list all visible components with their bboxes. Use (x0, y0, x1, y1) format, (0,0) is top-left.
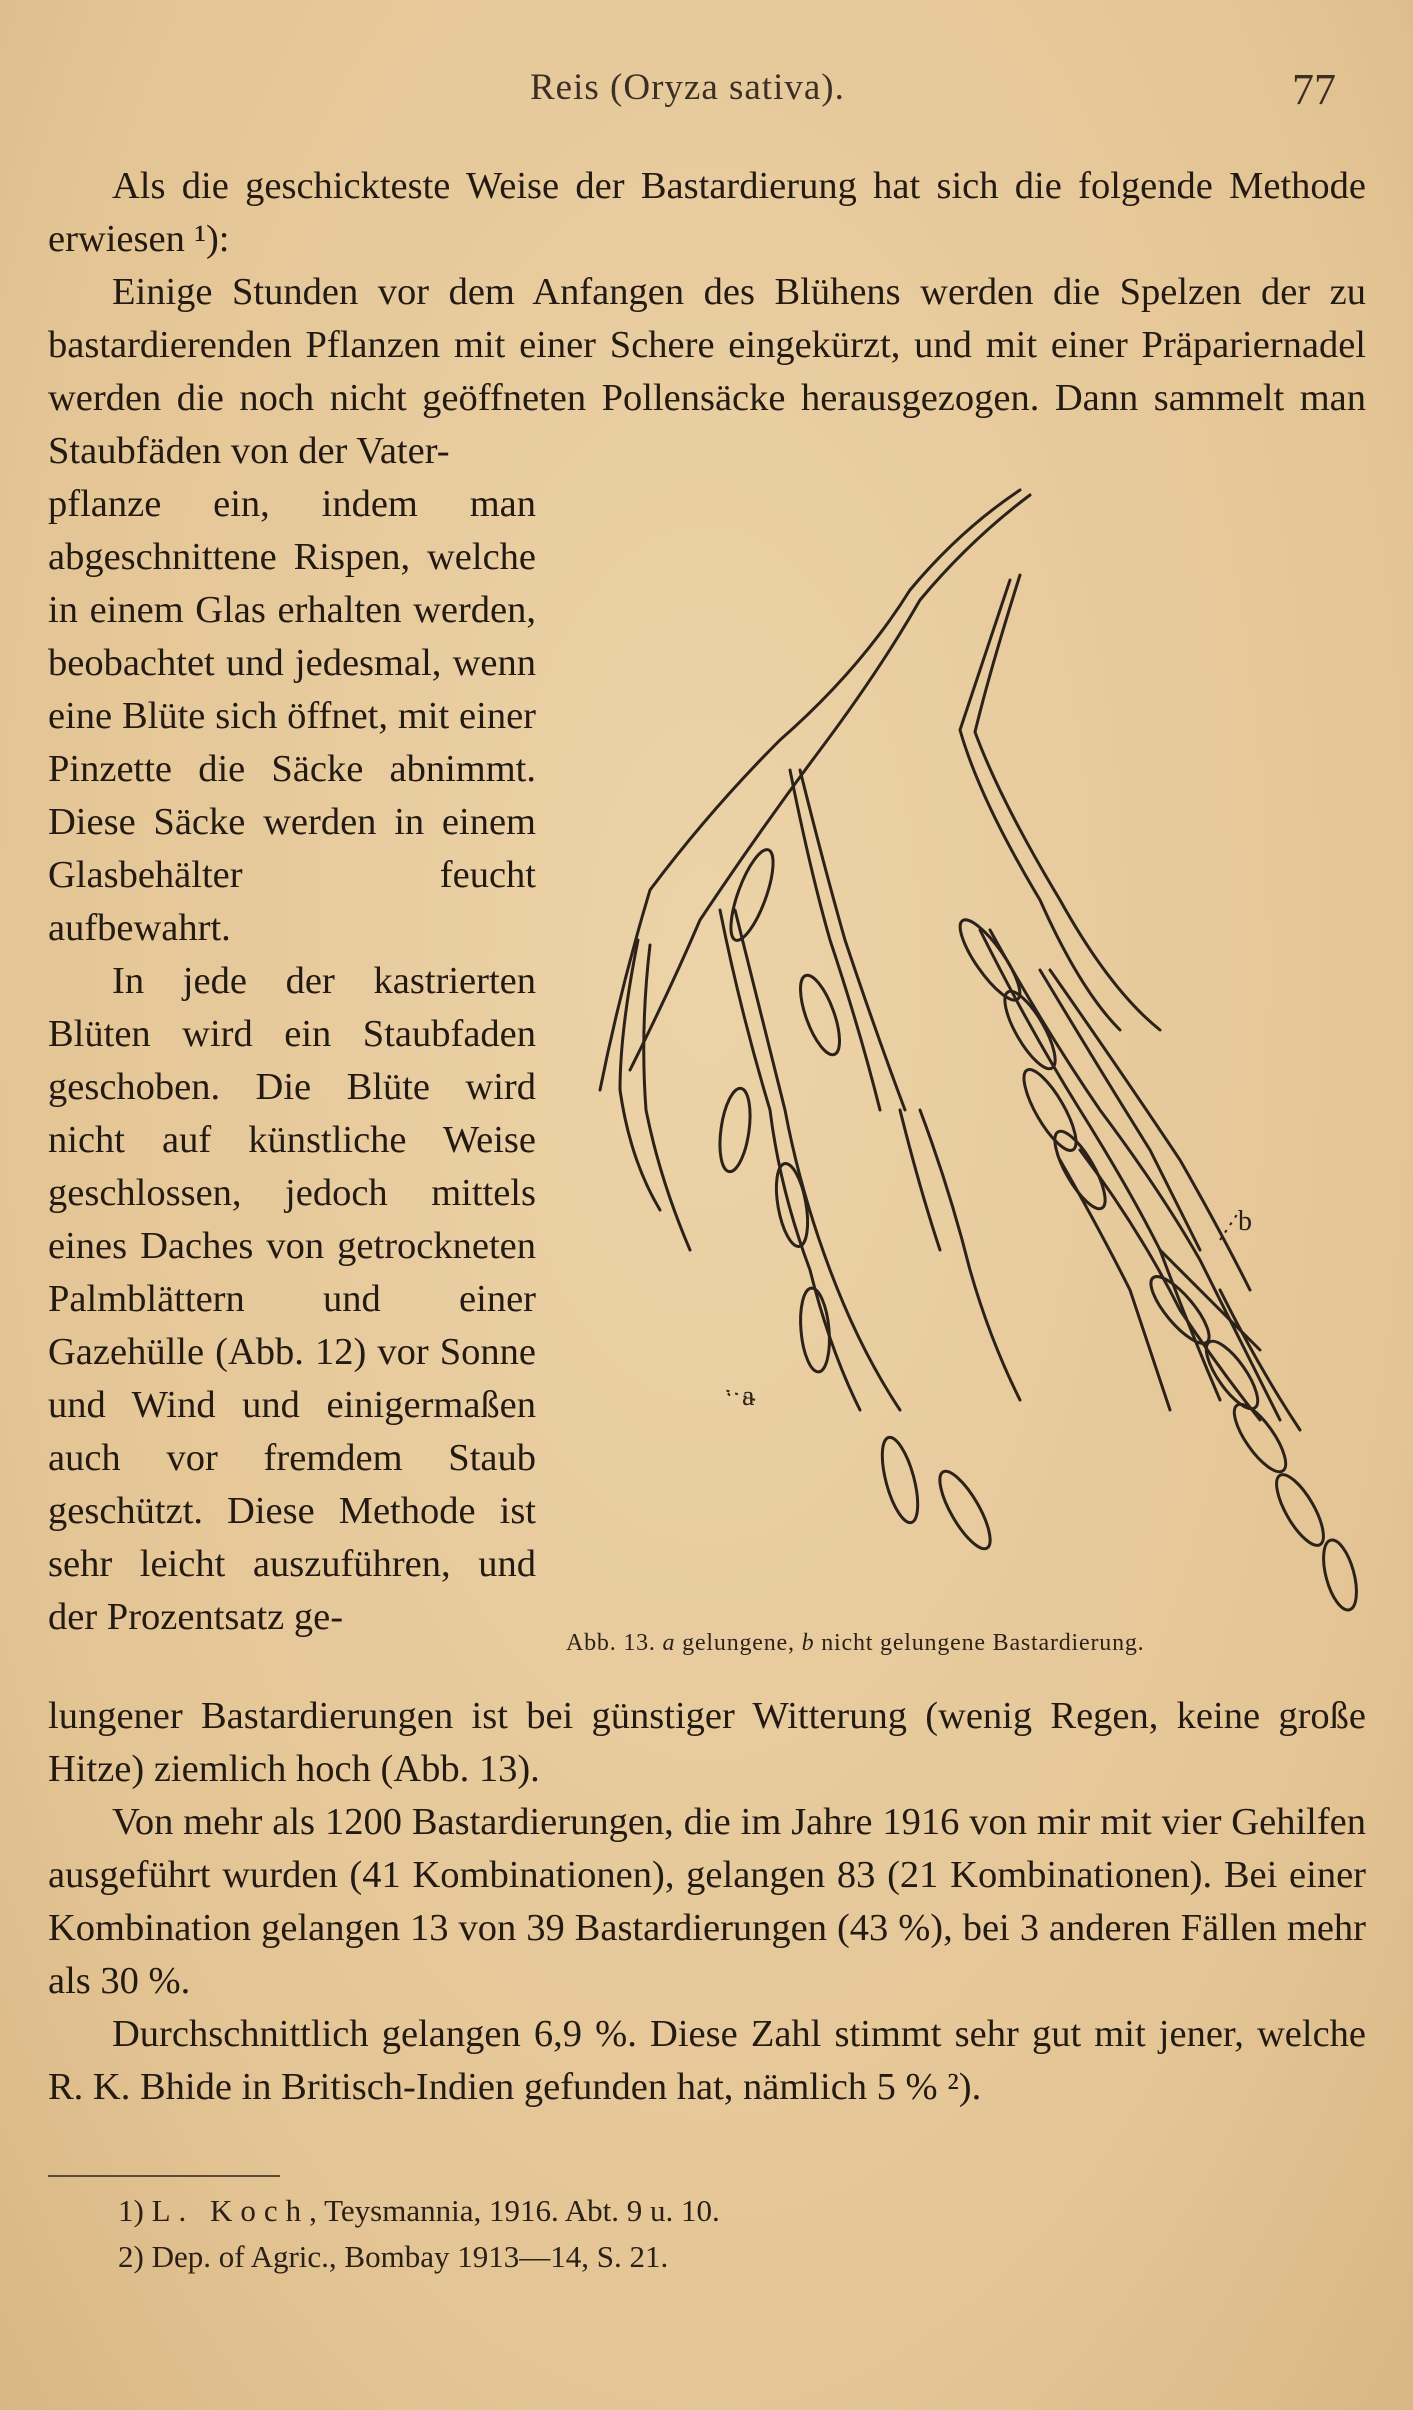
figure-panicle-drawing (560, 470, 1360, 1630)
footnote-2 (118, 2234, 1318, 2280)
footnote-2-text: Dep. of Agric., Bombay 1913—14, S. 21. (151, 2239, 669, 2274)
paragraph-collecting-stamens: pflanze ein, indem man abgeschnittene Rispen, welche in einem Glas erhalten werden, beobachtet und jedesmal, wenn eine Blüte sich öffnet, mit einer Pinzette die Säcke abnimmt. Diese Säcke werden in einem Glasbehälter feucht aufbewahrt. (48, 483, 536, 949)
footnote-1-author: L. Koch (151, 2193, 310, 2228)
footnote-1-marker: 1) (118, 2193, 144, 2228)
caption-text-b: nicht gelungene Bastardierung. (821, 1630, 1145, 1656)
bottom-text-block (48, 1690, 1366, 2114)
caption-label-b: b (801, 1630, 815, 1656)
caption-label-a: a (662, 1630, 676, 1656)
figure-label-b: b (1238, 1206, 1252, 1237)
figure-caption (566, 1630, 1366, 1657)
running-head (0, 58, 1413, 118)
caption-prefix: Abb. 13. (566, 1630, 656, 1656)
paragraph-statistics-1916: Von mehr als 1200 Bastardierungen, die im Jahre 1916 von mir mit vier Gehilfen ausgeführt wurden (41 Kombinationen), gelangen 83 (21 Kombinationen). Bei einer Kombination gelangen 13 von 39 Bastardierungen (43 %), bei 3 anderen Fällen mehr als 30 %. (48, 1801, 1366, 2002)
figure-label-a: a (742, 1381, 755, 1412)
footnotes (118, 2188, 1318, 2280)
top-text-block (48, 160, 1366, 478)
paragraph-method-steps: Einige Stunden vor dem Anfangen des Blühens werden die Spelzen der zu bastardierenden Pflanzen mit einer Schere eingekürzt, und mit einer Präpariernadel werden die noch nicht geöffneten Pollensäcke herausgezogen. Dann sammelt man Staubfäden von der Vater- (48, 271, 1366, 472)
running-head-title: Reis (Oryza sativa). (530, 67, 845, 108)
page-number: 77 (1292, 65, 1336, 114)
paragraph-success-rate: lungener Bastardierungen ist bei günstiger Witterung (wenig Regen, keine große Hitze) ziemlich hoch (Abb. 13). (48, 1695, 1366, 1790)
footnote-separator (48, 2175, 280, 2177)
footnote-1 (118, 2188, 1318, 2234)
caption-text-a: gelungene, (682, 1630, 795, 1656)
paragraph-average-comparison: Durchschnittlich gelangen 6,9 %. Diese Zahl stimmt sehr gut mit jener, welche R. K. Bhide in Britisch-Indien gefunden hat, nämlich 5 % ²). (48, 2013, 1366, 2108)
rice-panicle-illustration (560, 470, 1360, 1630)
paragraph-castrated-flowers: In jede der kastrierten Blüten wird ein Staubfaden geschoben. Die Blüte wird nicht auf künstliche Weise geschlossen, jedoch mittels eines Daches von getrockneten Palmblättern und einer Gazehülle (Abb. 12) vor Sonne und Wind und einigermaßen auch vor fremdem Staub geschützt. Diese Methode ist sehr leicht auszuführen, und der Prozentsatz ge- (48, 960, 536, 1638)
footnote-2-marker: 2) (118, 2239, 144, 2274)
paragraph-method-intro: Als die geschickteste Weise der Bastardierung hat sich die folgende Methode erwiesen ¹): (48, 165, 1366, 260)
wrapped-text-block (48, 478, 536, 1644)
footnote-1-text: , Teysmannia, 1916. Abt. 9 u. 10. (309, 2193, 720, 2228)
